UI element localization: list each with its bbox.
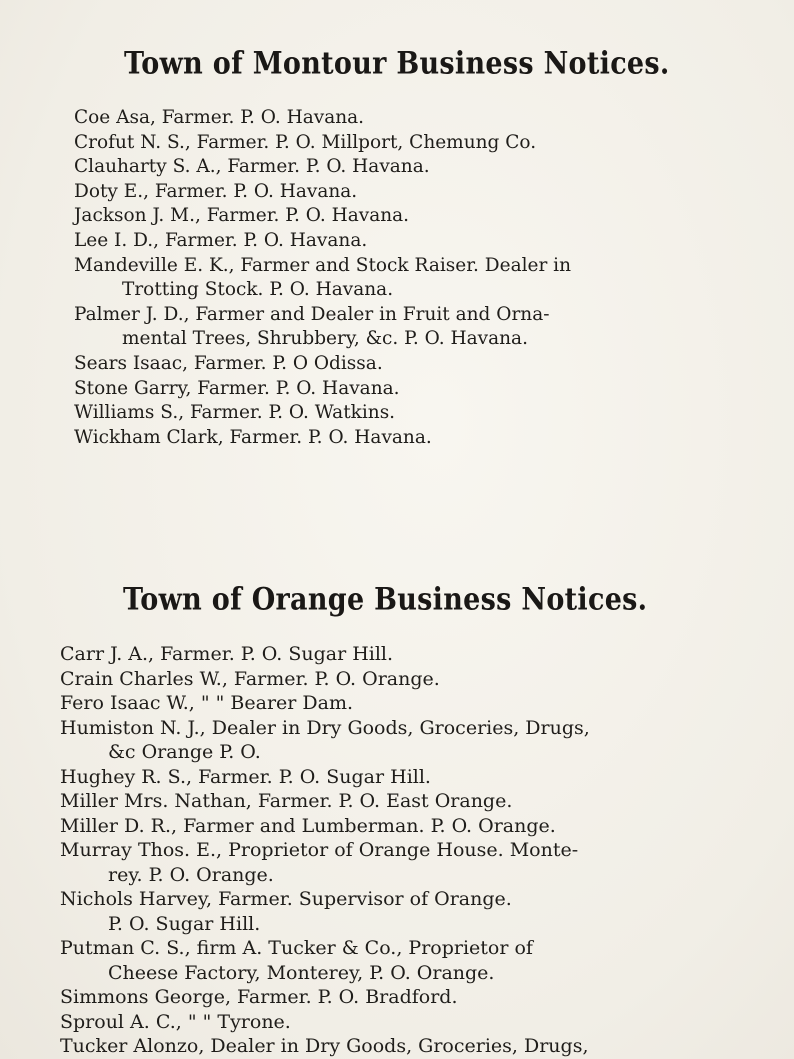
list-item: Crofut N. S., Farmer. P. O. Millport, Chemung Co. [74, 131, 537, 153]
list-item: Lee I. D., Farmer. P. O. Havana. [74, 229, 368, 251]
list-item: Hughey R. S., Farmer. P. O. Sugar Hill. [60, 765, 431, 788]
orange-notices-list [60, 642, 590, 1059]
list-item: Mandeville E. K., Farmer and Stock Raiser. Dealer in [74, 254, 572, 276]
list-item: Sproul A. C., " " Tyrone. [60, 1010, 291, 1033]
list-item: Tucker Alonzo, Dealer in Dry Goods, Groceries, Drugs, [60, 1035, 589, 1057]
montour-notices-list [74, 106, 571, 450]
list-item: Putman C. S., firm A. Tucker & Co., Proprietor of [60, 937, 533, 959]
list-item: Sears Isaac, Farmer. P. O Odissa. [74, 352, 383, 374]
list-item: Stone Garry, Farmer. P. O. Havana. [74, 377, 400, 399]
list-item-continuation: P. O. Sugar Hill. [108, 912, 261, 935]
list-item-continuation: &c Orange P. O. [108, 741, 261, 763]
list-item: Miller D. R., Farmer and Lumberman. P. O. Orange. [60, 814, 556, 837]
list-item-continuation: mental Trees, Shrubbery, &c. P. O. Havana. [122, 328, 528, 350]
list-item: Nichols Harvey, Farmer. Supervisor of Orange. [60, 888, 512, 910]
list-item-continuation: Trotting Stock. P. O. Havana. [122, 279, 394, 301]
list-item: Palmer J. D., Farmer and Dealer in Fruit and Orna- [74, 303, 550, 325]
list-item: Carr J. A., Farmer. P. O. Sugar Hill. [60, 643, 394, 665]
section-heading-orange: Town of Orange Business Notices. [123, 581, 648, 618]
list-item: Doty E., Farmer. P. O. Havana. [74, 180, 358, 202]
list-item: Humiston N. J., Dealer in Dry Goods, Groceries, Drugs, [60, 716, 590, 739]
list-item: Jackson J. M., Farmer. P. O. Havana. [74, 205, 410, 227]
list-item-continuation: Cheese Factory, Monterey, P. O. Orange. [108, 961, 495, 984]
list-item: Clauharty S. A., Farmer. P. O. Havana. [74, 156, 430, 178]
list-item: Fero Isaac W., " " Bearer Dam. [60, 692, 354, 714]
section-heading-montour: Town of Montour Business Notices. [124, 45, 670, 82]
list-item: Crain Charles W., Farmer. P. O. Orange. [60, 667, 440, 690]
list-item: Wickham Clark, Farmer. P. O. Havana. [74, 426, 432, 448]
list-item: Coe Asa, Farmer. P. O. Havana. [74, 107, 365, 128]
list-item: Miller Mrs. Nathan, Farmer. P. O. East Orange. [60, 790, 513, 812]
list-item: Williams S., Farmer. P. O. Watkins. [74, 402, 396, 424]
list-item: Murray Thos. E., Proprietor of Orange House. Monte- [60, 839, 579, 861]
list-item-continuation: rey. P. O. Orange. [108, 863, 274, 886]
list-item: Simmons George, Farmer. P. O. Bradford. [60, 986, 458, 1008]
